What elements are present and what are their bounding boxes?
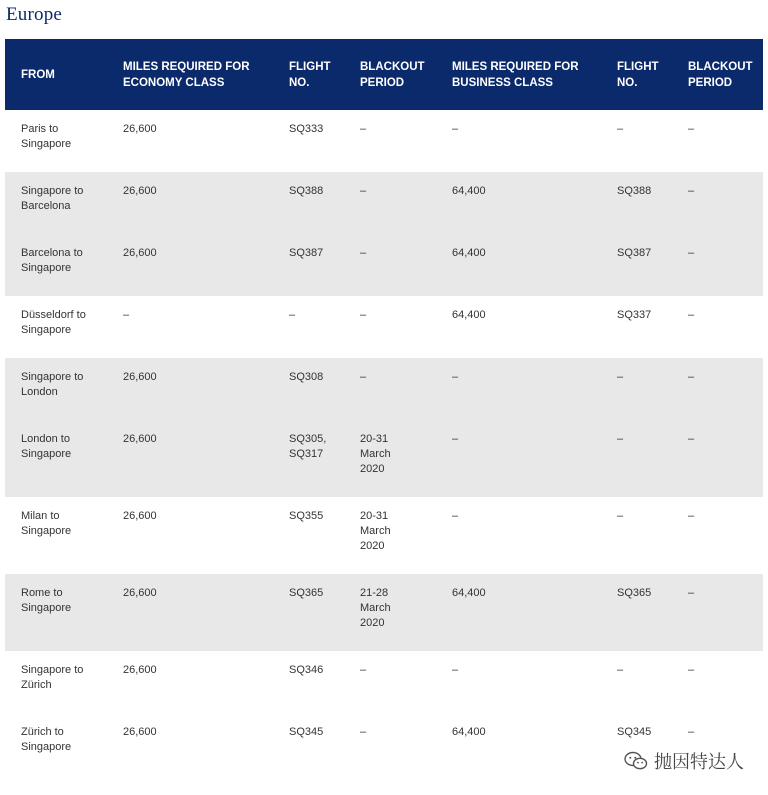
- cell-economy-blackout: –: [344, 172, 436, 234]
- cell-economy-miles: 26,600: [107, 713, 273, 775]
- cell-business-flight: –: [601, 497, 672, 574]
- cell-business-blackout: –: [672, 651, 763, 713]
- cell-business-blackout: –: [672, 296, 763, 358]
- cell-economy-blackout: –: [344, 358, 436, 420]
- watermark-text: 抛因特达人: [654, 752, 744, 773]
- cell-economy-flight: SQ388: [273, 172, 344, 234]
- cell-economy-flight: SQ333: [273, 110, 344, 172]
- cell-business-flight: –: [601, 110, 672, 172]
- cell-business-blackout: –: [672, 172, 763, 234]
- cell-from: London to Singapore: [5, 420, 107, 497]
- header-from: FROM: [5, 39, 107, 110]
- cell-economy-blackout: –: [344, 651, 436, 713]
- cell-business-flight: –: [601, 358, 672, 420]
- cell-economy-flight: SQ345: [273, 713, 344, 775]
- award-miles-table: [5, 39, 763, 775]
- cell-economy-miles: 26,600: [107, 651, 273, 713]
- cell-business-miles: 64,400: [436, 296, 601, 358]
- header-economy-flight: FLIGHT NO.: [273, 39, 344, 110]
- header-business-miles: MILES REQUIRED FOR BUSINESS CLASS: [436, 39, 601, 110]
- watermark: [624, 748, 744, 774]
- cell-economy-miles: 26,600: [107, 110, 273, 172]
- cell-economy-flight: SQ305, SQ317: [273, 420, 344, 497]
- cell-economy-miles: 26,600: [107, 358, 273, 420]
- cell-from: Singapore to Zürich: [5, 651, 107, 713]
- cell-business-flight: SQ345: [601, 713, 672, 775]
- cell-economy-blackout: 21-28 March 2020: [344, 574, 436, 651]
- cell-economy-blackout: –: [344, 234, 436, 296]
- cell-business-blackout: –: [672, 420, 763, 497]
- header-business-flight: FLIGHT NO.: [601, 39, 672, 110]
- table-header-row: [5, 39, 763, 110]
- cell-business-miles: –: [436, 420, 601, 497]
- cell-business-miles: 64,400: [436, 574, 601, 651]
- cell-business-flight: –: [601, 651, 672, 713]
- cell-economy-flight: SQ308: [273, 358, 344, 420]
- cell-economy-flight: SQ355: [273, 497, 344, 574]
- cell-business-miles: 64,400: [436, 172, 601, 234]
- cell-from: Singapore to London: [5, 358, 107, 420]
- cell-economy-flight: SQ387: [273, 234, 344, 296]
- cell-economy-flight: SQ365: [273, 574, 344, 651]
- cell-economy-miles: 26,600: [107, 172, 273, 234]
- cell-business-miles: –: [436, 110, 601, 172]
- cell-from: Singapore to Barcelona: [5, 172, 107, 234]
- table-row: [5, 497, 763, 574]
- cell-economy-blackout: –: [344, 110, 436, 172]
- cell-from: Milan to Singapore: [5, 497, 107, 574]
- cell-business-flight: –: [601, 420, 672, 497]
- table-row: [5, 574, 763, 651]
- table-row: [5, 234, 763, 296]
- cell-business-blackout: –: [672, 497, 763, 574]
- cell-business-blackout: –: [672, 358, 763, 420]
- section-title: Europe: [6, 4, 63, 25]
- cell-business-miles: 64,400: [436, 713, 601, 775]
- table-row: [5, 172, 763, 234]
- cell-business-blackout: –: [672, 110, 763, 172]
- cell-economy-blackout: –: [344, 713, 436, 775]
- cell-economy-miles: 26,600: [107, 497, 273, 574]
- table-row: [5, 358, 763, 420]
- header-economy-blackout: BLACKOUT PERIOD: [344, 39, 436, 110]
- cell-economy-blackout: 20-31 March 2020: [344, 420, 436, 497]
- cell-business-flight: SQ337: [601, 296, 672, 358]
- cell-business-blackout: –: [672, 713, 763, 775]
- wechat-icon: [624, 751, 648, 771]
- cell-economy-miles: 26,600: [107, 234, 273, 296]
- cell-business-miles: –: [436, 497, 601, 574]
- cell-economy-blackout: 20-31 March 2020: [344, 497, 436, 574]
- cell-from: Zürich to Singapore: [5, 713, 107, 775]
- cell-economy-miles: 26,600: [107, 574, 273, 651]
- table-row: [5, 110, 763, 172]
- header-economy-miles: MILES REQUIRED FOR ECONOMY CLASS: [107, 39, 273, 110]
- table-row: [5, 651, 763, 713]
- cell-business-miles: 64,400: [436, 234, 601, 296]
- cell-business-blackout: –: [672, 574, 763, 651]
- cell-business-blackout: –: [672, 234, 763, 296]
- cell-business-flight: SQ365: [601, 574, 672, 651]
- table-row: [5, 420, 763, 497]
- cell-business-flight: SQ387: [601, 234, 672, 296]
- table-row: [5, 296, 763, 358]
- cell-business-miles: –: [436, 651, 601, 713]
- header-business-blackout: BLACKOUT PERIOD: [672, 39, 763, 110]
- cell-economy-blackout: –: [344, 296, 436, 358]
- cell-from: Düsseldorf to Singapore: [5, 296, 107, 358]
- cell-business-miles: –: [436, 358, 601, 420]
- cell-from: Rome to Singapore: [5, 574, 107, 651]
- cell-business-flight: SQ388: [601, 172, 672, 234]
- cell-from: Paris to Singapore: [5, 110, 107, 172]
- cell-from: Barcelona to Singapore: [5, 234, 107, 296]
- cell-economy-flight: SQ346: [273, 651, 344, 713]
- cell-economy-miles: –: [107, 296, 273, 358]
- cell-economy-miles: 26,600: [107, 420, 273, 497]
- cell-economy-flight: –: [273, 296, 344, 358]
